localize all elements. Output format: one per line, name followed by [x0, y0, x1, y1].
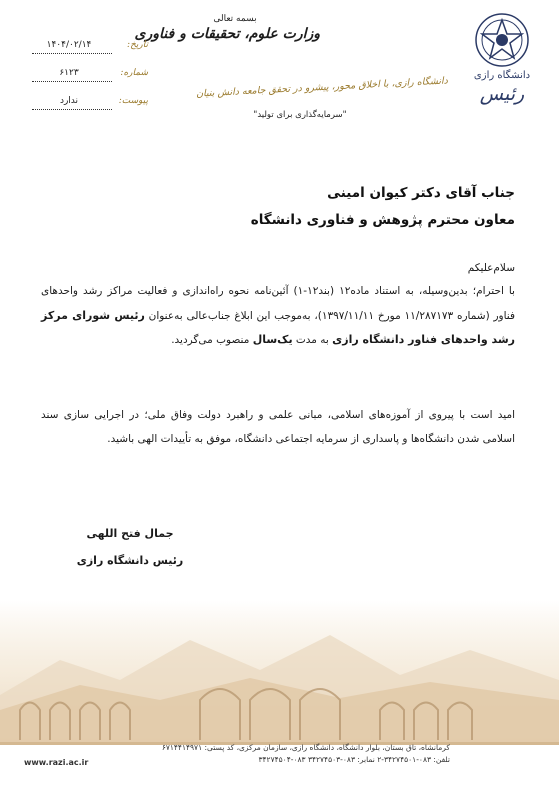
meta-date-value: ۱۴۰۴/۰۲/۱۴ — [46, 40, 92, 50]
para1-text-mid: به مدت — [292, 334, 333, 346]
signatory-title: رئیس دانشگاه رازی — [76, 554, 184, 567]
logo-university-name: دانشگاه رازی — [473, 70, 531, 81]
meta-underline — [32, 109, 112, 110]
addressee-name: جناب آقای دکتر کیوان امینی — [327, 185, 515, 201]
meta-date-label: تاریخ: — [127, 40, 148, 50]
logo-role: رئیس — [479, 83, 525, 105]
letter-meta — [28, 40, 148, 124]
signature-block — [60, 520, 200, 574]
body-paragraph-1 — [41, 280, 515, 353]
meta-row-attachment — [28, 96, 148, 124]
greeting: سلام‌علیکم — [467, 262, 515, 274]
para1-text-start: با احترام؛ بدین‌وسیله، به استناد ماده۱۲ (بند۱۲-۱) آئین‌نامه نحوه راه‌اندازی و فعالیت مراکز رشد واحدهای فناور (شماره ۱۱/۲۸۷۱۷۳ مورخ ۱۳۹۷/۱۱/۱۱)، به‌موجب این ابلاغ جناب‌عالی به‌عنوان — [41, 285, 515, 322]
meta-number-value: ۶۱۲۳ — [59, 68, 79, 78]
para1-bold-duration: یک‌سال — [252, 333, 293, 346]
ministry-title: وزارت علوم، تحقیقات و فناوری — [134, 26, 320, 42]
razi-emblem-icon — [474, 12, 530, 68]
meta-number-label: شماره: — [120, 68, 148, 78]
meta-row-date — [28, 40, 148, 68]
basmala: بسمه تعالی — [213, 14, 257, 24]
slogan: "سرمایه‌گذاری برای تولید" — [253, 110, 347, 120]
addressee-title: معاون محترم پژوهش و فناوری دانشگاه — [250, 212, 515, 228]
university-motto: دانشگاه رازی، با اخلاق محور، پیشرو در تحقق جامعه دانش بنیان — [195, 75, 449, 100]
signatory-name: جمال فتح اللهی — [86, 527, 174, 540]
meta-underline — [32, 81, 112, 82]
university-logo — [463, 12, 541, 140]
addressee — [215, 180, 515, 234]
meta-attachment-value: ندارد — [59, 96, 79, 106]
para1-text-end: منصوب می‌گردید. — [171, 334, 253, 346]
meta-underline — [32, 53, 112, 54]
meta-row-number — [28, 68, 148, 96]
footer-phone: تلفن: ۰۸۳-۳۴۲۷۴۵۰۱-۲ نمابر: ۰۸۳-۳۴۲۷۴۵۰۳ ۰۸۳-۳۴۲۷۴۵۰۴ — [258, 755, 450, 764]
footer-address: کرمانشاه، تاق بستان، بلوار دانشگاه، دانشگاه رازی، سازمان مرکزی، کد پستی: ۶۷۱۴۴۱۴۹۷۱ — [161, 743, 450, 752]
body-paragraph-2: امید است با پیروی از آموزه‌های اسلامی، مبانی علمی و راهبرد دولت وفاق ملی؛ در اجرایی سازی سند اسلامی شدن دانشگاه‌ها و پاسداری از سرمایه اجتماعی دانشگاه، موفق به تأییدات الهی باشید. — [41, 409, 515, 445]
meta-attachment-label: پیوست: — [118, 96, 148, 106]
para1-bold-role: رئیس شورای مرکز رشد واحدهای فناور دانشگاه رازی — [41, 308, 515, 346]
footer-website[interactable]: www.razi.ac.ir — [24, 758, 89, 767]
footer-landscape-art — [0, 600, 559, 745]
